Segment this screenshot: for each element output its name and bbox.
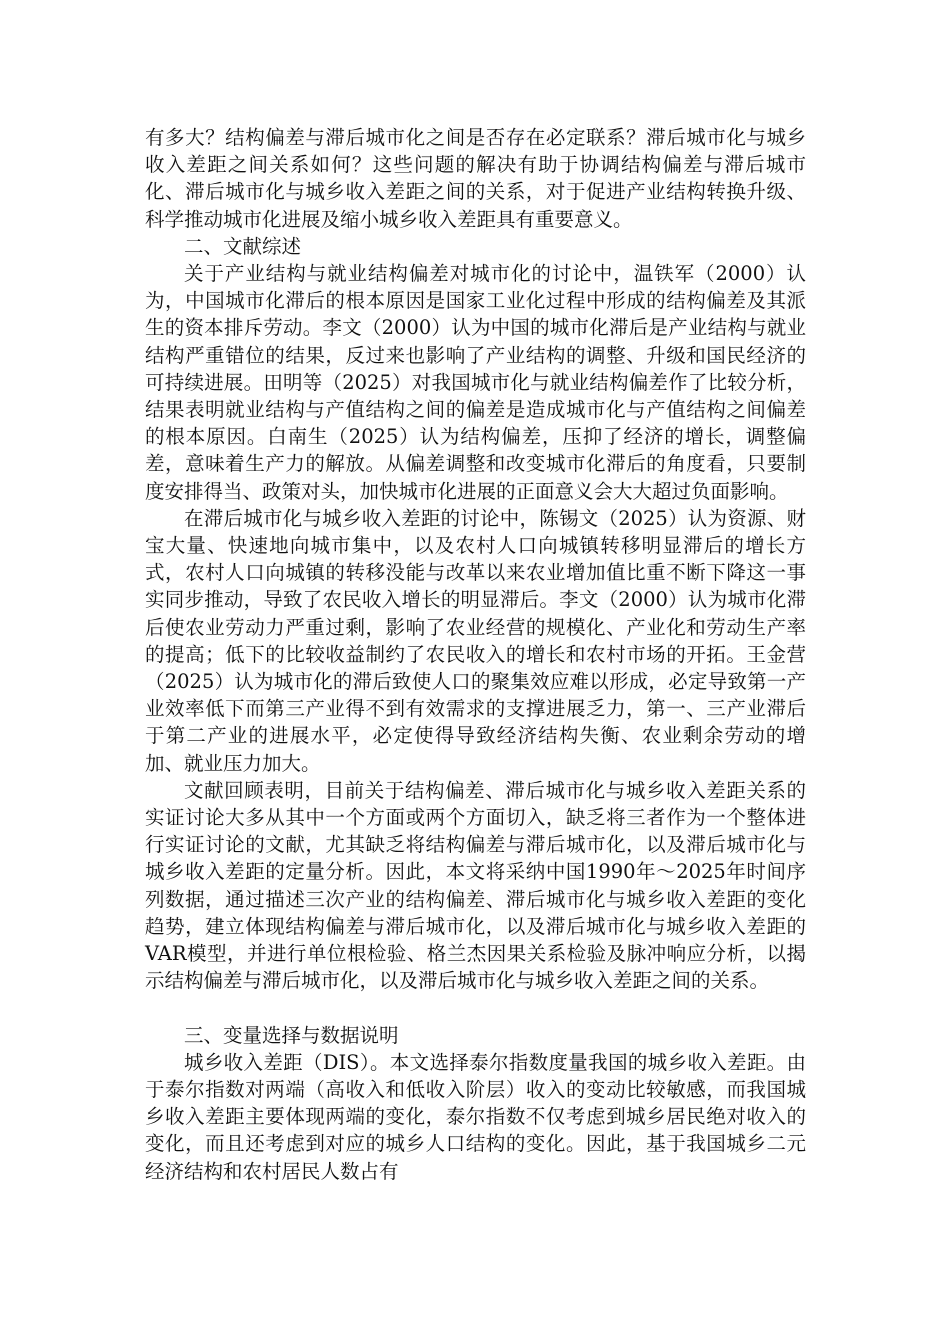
section-heading-literature-review: 二、文献综述 [184,234,302,258]
section-spacer [145,995,806,1022]
literature-paragraph-3: 文献回顾表明，目前关于结构偏差、滞后城市化与城乡收入差距关系的实证讨论大多从其中一个方面或两个方面切入，缺乏将三者作为一个整体进行实证讨论的文献，尤其缺乏将结构偏差与滞后城市化，以及滞后城市化与城乡收入差距的定量分析。因此，本文将采纳中国1990年～2025年时间序列数据，通过描述三次产业的结构偏差、滞后城市化与城乡收入差距的变化趋势，建立体现结构偏差与滞后城市化，以及滞后城市化与城乡收入差距的VAR模型，并进行单位根检验、格兰杰因果关系检验及脉冲响应分析，以揭示结构偏差与滞后城市化，以及滞后城市化与城乡收入差距之间的关系。 [145,778,806,993]
variables-paragraph-1: 城乡收入差距（DIS）。本文选择泰尔指数度量我国的城乡收入差距。由于泰尔指数对两端（高收入和低收入阶层）收入的变动比较敏感，而我国城乡收入差距主要体现两端的变化，泰尔指数不仅考虑到城乡居民绝对收入的变化，而且还考虑到对应的城乡人口结构的变化。因此，基于我国城乡二元经济结构和农村居民人数占有 [145,1050,806,1183]
section-heading-variables: 三、变量选择与数据说明 [184,1023,399,1047]
intro-paragraph: 有多大？结构偏差与滞后城市化之间是否存在必定联系？滞后城市化与城乡收入差距之间关系如何？这些问题的解决有助于协调结构偏差与滞后城市化、滞后城市化与城乡收入差距之间的关系，对于促进产业结构转换升级、科学推动城市化进展及缩小城乡收入差距具有重要意义。 [145,126,806,231]
document-page [145,124,806,1185]
literature-paragraph-2: 在滞后城市化与城乡收入差距的讨论中，陈锡文（2025）认为资源、财宝大量、快速地向城市集中，以及农村人口向城镇转移明显滞后的增长方式，农村人口向城镇的转移没能与改革以来农业增加值比重不断下降这一事实同步推动，导致了农民收入增长的明显滞后。李文（2000）认为城市化滞后使农业劳动力严重过剩，影响了农业经营的规模化、产业化和劳动生产率的提高；低下的比较收益制约了农民收入的增长和农村市场的开拓。王金营（2025）认为城市化的滞后致使人口的聚集效应难以形成，必定导致第一产业效率低下而第三产业得不到有效需求的支撑进展乏力，第一、三产业滞后于第二产业的进展水平，必定使得导致经济结构失衡、农业剩余劳动的增加、就业压力加大。 [145,506,806,775]
literature-paragraph-1: 关于产业结构与就业结构偏差对城市化的讨论中，温铁军（2000）认为，中国城市化滞后的根本原因是国家工业化过程中形成的结构偏差及其派生的资本排斥劳动。李文（2000）认为中国的城市化滞后是产业结构与就业结构严重错位的结果，反过来也影响了产业结构的调整、升级和国民经济的可持续进展。田明等（2025）对我国城市化与就业结构偏差作了比较分析，结果表明就业结构与产值结构之间的偏差是造成城市化与产值结构之间偏差的根本原因。白南生（2025）认为结构偏差，压抑了经济的增长，调整偏差，意味着生产力的解放。从偏差调整和改变城市化滞后的角度看，只要制度安排得当、政策对头，加快城市化进展的正面意义会大大超过负面影响。 [145,262,806,503]
